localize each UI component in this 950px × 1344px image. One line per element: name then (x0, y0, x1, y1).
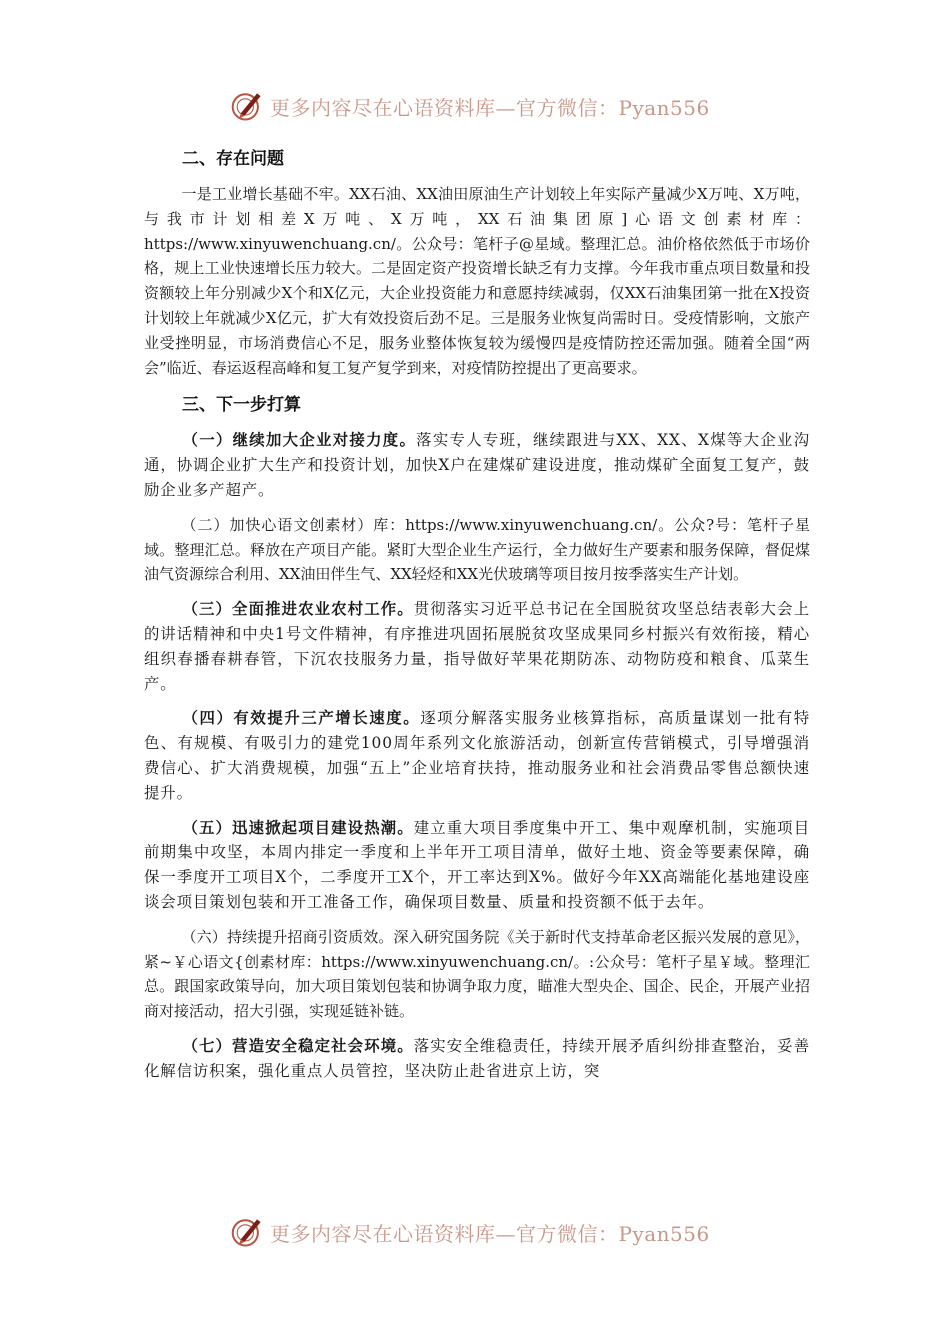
item-7-lead: （七）营造安全稳定社会环境。 (182, 1036, 414, 1055)
document-body (144, 146, 810, 1084)
watermark-text: 更多内容尽在心语资料库—官方微信：Pyan556 (270, 1221, 710, 1246)
item-3-paragraph (144, 597, 810, 696)
watermark-text: 更多内容尽在心语资料库—官方微信：Pyan556 (270, 95, 710, 120)
section-heading-next-steps: 三、下一步打算 (182, 395, 301, 416)
watermark-footer (230, 1212, 710, 1252)
item-1-lead: （一）继续加大企业对接力度。 (182, 431, 417, 450)
watermark-header (230, 86, 710, 126)
item-5-text: 建立重大项目季度集中开工、集中观摩机制，实施项目前期集中攻坚，本周内排定一季度和上半年开工项目清单，做好土地、资金等要素保障，确保一季度开工项目X个，二季度开工X个，开工率达到X%。做好今年XX高端能化基地建设座谈会项目策划包装和开工准备工作，确保项目数量、质量和投资额不低于去年。 (144, 818, 810, 911)
problems-paragraph: 一是工业增长基础不牢。XX石油、XX油田原油生产计划较上年实际产量减少X万吨、X万吨，与我市计划相差X万吨、X万吨，XX石油集团原]心语文创素材库：https://www.xinyuwenchuang.cn/。公众号：笔杆子@星域。整理汇总。油价格依然低于市场价格，规上工业快速增长压力较大。二是固定资产投资增长缺乏有力支撑。今年我市重点项目数量和投资额较上年分别减少X个和X亿元，大企业投资能力和意愿持续减弱，仅XX石油集团第一批在X投资计划较上年就减少X亿元，扩大有效投资后劲不足。三是服务业恢复尚需时日。受疫情影响，文旅产业受挫明显，市场消费信心不足，服务业整体恢复较为缓慢四是疫情防控还需加强。随着全国“两会”临近、春运返程高峰和复工复产复学到来，对疫情防控提出了更高要求。 (144, 185, 810, 377)
item-3-text: 贯彻落实习近平总书记在全国脱贫攻坚总结表彰大会上的讲话精神和中央1号文件精神，有序推进巩固拓展脱贫攻坚成果同乡村振兴有效衔接，精心组织春播春耕春管，下沉农技服务力量，指导做好苹果花期防冻、动物防疫和粮食、瓜菜生产。 (144, 600, 810, 693)
item-4-text: 逐项分解落实服务业核算指标，高质量谋划一批有特色、有规模、有吸引力的建党100周年系列文化旅游活动，创新宣传营销模式，引导增强消费信心、扩大消费规模，加强“五上”企业培育扶持，推动服务业和社会消费品零售总额快速提升。 (144, 709, 811, 802)
item-4-paragraph (144, 706, 810, 805)
item-7-paragraph (144, 1034, 810, 1084)
item-6-paragraph: （六）持续提升招商引资质效。深入研究国务院《关于新时代支持革命老区振兴发展的意见》，紧~￥心语文{创素材库：https://www.xinyuwenchuang.cn/。:公众号：笔杆子星￥域。整理汇总。跟国家政策导向，加大项目策划包装和协调争取力度，瞄准大型央企、国企、民企，开展产业招商对接活动，招大引强，实现延链补链。 (144, 927, 810, 1021)
pen-seal-icon (230, 1214, 266, 1250)
pen-seal-icon (230, 88, 266, 124)
item-5-paragraph (144, 816, 810, 915)
item-2-paragraph: （二）加快心语文创素材）库：https://www.xinyuwenchuang.cn/。公众?号：笔杆子星域。整理汇总。释放在产项目产能。紧盯大型企业生产运行，全力做好生产要素和服务保障，督促煤油气资源综合利用、XX油田伴生气、XX轻烃和XX光伏玻璃等项目按月按季落实生产计划。 (144, 515, 810, 584)
item-3-lead: （三）全面推进农业农村工作。 (182, 600, 414, 619)
item-5-lead: （五）迅速掀起项目建设热潮。 (182, 818, 414, 837)
item-7-text: 落实安全维稳责任，持续开展矛盾纠纷排查整治，妥善化解信访积案，强化重点人员管控，坚决防止赴省进京上访，突 (144, 1036, 810, 1080)
item-1-paragraph (144, 428, 810, 502)
item-1-text: 落实专人专班，继续跟进与XX、XX、X煤等大企业沟通，协调企业扩大生产和投资计划，加快X户在建煤矿建设进度，推动煤矿全面复工复产，鼓励企业多产超产。 (144, 431, 810, 499)
item-4-lead: （四）有效提升三产增长速度。 (182, 709, 421, 728)
section-heading-problems: 二、存在问题 (182, 149, 284, 169)
